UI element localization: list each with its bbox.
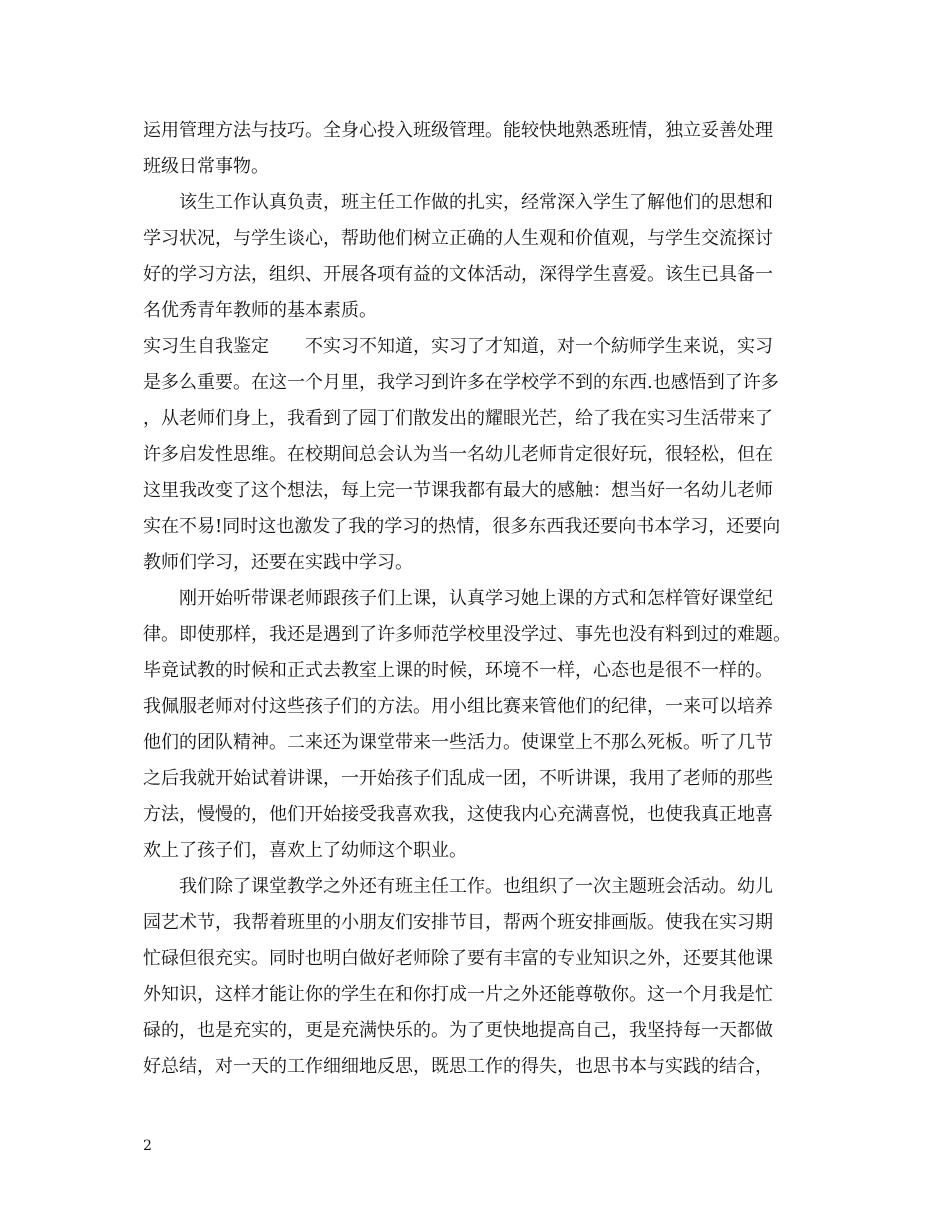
text-line: 是多么重要。在这一个月里，我学习到许多在学校学不到的东西.也感悟到了许多 <box>143 372 779 393</box>
text-line: 忙碌但很充实。同时也明白做好老师除了要有丰富的专业知识之外，还要其他课 <box>143 948 773 969</box>
text-line: ，从老师们身上，我看到了园丁们散发出的耀眼光芒，给了我在实习生活带来了 <box>143 408 773 429</box>
text-line: 班级日常事物。 <box>143 156 269 177</box>
text-line: 许多启发性思维。在校期间总会认为当一名幼儿老师肯定很好玩，很轻松，但在 <box>143 444 773 465</box>
text-line: 毕竟试教的时候和正式去教室上课的时候，环境不一样，心态也是很不一样的。 <box>143 660 773 681</box>
text-line: 学习状况，与学生谈心，帮助他们树立正确的人生观和价值观，与学生交流探讨 <box>143 228 773 249</box>
text-line: 他们的团队精神。二来还为课堂带来一些活力。使课堂上不那么死板。听了几节 <box>143 732 773 753</box>
text-line: 实在不易!同时这也激发了我的学习的热情，很多东西我还要向书本学习，还要向 <box>143 516 781 537</box>
text-line: 该生工作认真负责，班主任工作做的扎实，经常深入学生了解他们的思想和 <box>143 192 773 213</box>
text-line: 这里我改变了这个想法，每上完一节课我都有最大的感触：想当好一名幼儿老师 <box>143 480 773 501</box>
text-line: 我佩服老师对付这些孩子们的方法。用小组比赛来管他们的纪律，一来可以培养 <box>143 696 773 717</box>
text-line: 欢上了孩子们，喜欢上了幼师这个职业。 <box>143 840 467 861</box>
text-line: 我们除了课堂教学之外还有班主任工作。也组织了一次主题班会活动。幼儿 <box>143 876 773 897</box>
text-line: 教师们学习，还要在实践中学习。 <box>143 552 413 573</box>
text-line: 之后我就开始试着讲课，一开始孩子们乱成一团，不听讲课，我用了老师的那些 <box>143 768 773 789</box>
text-line: 名优秀青年教师的基本素质。 <box>143 300 377 321</box>
text-line: 好的学习方法，组织、开展各项有益的文体活动，深得学生喜爱。该生已具备一 <box>143 264 773 285</box>
text-line: 碌的，也是充实的，更是充满快乐的。为了更快地提高自己，我坚持每一天都做 <box>143 1020 773 1041</box>
text-line: 园艺术节，我帮着班里的小朋友们安排节目，帮两个班安排画版。使我在实习期 <box>143 912 773 933</box>
text-line: 外知识，这样才能让你的学生在和你打成一片之外还能尊敬你。这一个月我是忙 <box>143 984 773 1005</box>
text-line: 律。即使那样，我还是遇到了许多师范学校里没学过、事先也没有料到过的难题。 <box>143 624 791 645</box>
page-number: 2 <box>143 1138 152 1154</box>
text-line: 运用管理方法与技巧。全身心投入班级管理。能较快地熟悉班情，独立妥善处理 <box>143 120 773 141</box>
text-line: 方法，慢慢的，他们开始接受我喜欢我，这使我内心充满喜悦，也使我真正地喜 <box>143 804 773 825</box>
text-line: 刚开始听带课老师跟孩子们上课，认真学习她上课的方式和怎样管好课堂纪 <box>143 588 773 609</box>
section-heading-line: 实习生自我鉴定 不实习不知道，实习了才知道，对一个紡师学生来说，实习 <box>143 336 773 357</box>
text-line: 好总结，对一天的工作细细地反思，既思工作的得失，也思书本与实践的结合， <box>143 1056 773 1077</box>
